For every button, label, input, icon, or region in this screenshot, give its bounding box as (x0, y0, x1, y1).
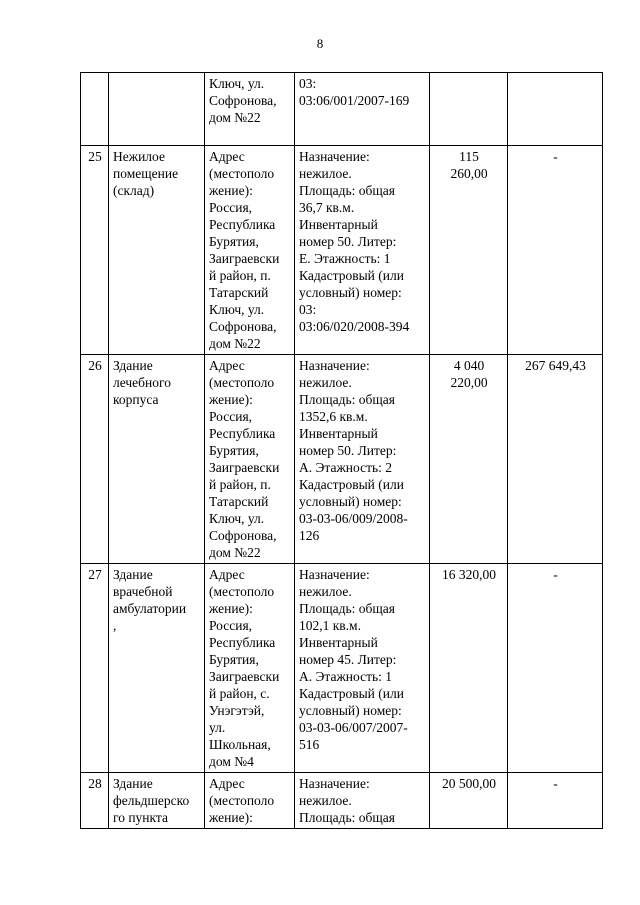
cell-row-number: 26 (81, 355, 109, 564)
cell-row-number: 25 (81, 146, 109, 355)
cell-object-name: Здание фельдшерско го пункта (109, 773, 205, 829)
cell-extra-value: - (508, 564, 603, 773)
cell-address: Адрес (местополо жение): (205, 773, 295, 829)
cell-object-name: Здание лечебного корпуса (109, 355, 205, 564)
cell-description: Назначение: нежилое. Площадь: общая (295, 773, 430, 829)
cell-description: Назначение: нежилое. Площадь: общая 102,1 кв.м. Инвентарный номер 45. Литер: А. Этажность: 1 Кадастровый (или условный) номер: 03-03-06/007/2007- 516 (295, 564, 430, 773)
cell-row-number: 27 (81, 564, 109, 773)
cell-address: Ключ, ул. Софронова, дом №22 (205, 73, 295, 146)
table-row (81, 564, 603, 773)
cell-description: 03: 03:06/001/2007-169 (295, 73, 430, 146)
cell-description: Назначение: нежилое. Площадь: общая 36,7 кв.м. Инвентарный номер 50. Литер: Е. Этажность: 1 Кадастровый (или условный) номер: 03: 03:06/020/2008-394 (295, 146, 430, 355)
cell-address: Адрес (местополо жение): Россия, Республика Бурятия, Заиграевски й район, с. Унэгэтэй, ул. Школьная, дом №4 (205, 564, 295, 773)
cell-value: 4 040 220,00 (430, 355, 508, 564)
cell-extra-value (508, 73, 603, 146)
cell-extra-value: - (508, 146, 603, 355)
table-row (81, 773, 603, 829)
cell-description: Назначение: нежилое. Площадь: общая 1352,6 кв.м. Инвентарный номер 50. Литер: А. Этажность: 2 Кадастровый (или условный) номер: 03-03-06/009/2008- 126 (295, 355, 430, 564)
page-number: 8 (316, 36, 324, 51)
cell-address: Адрес (местополо жение): Россия, Республика Бурятия, Заиграевски й район, п. Татарский Ключ, ул. Софронова, дом №22 (205, 355, 295, 564)
cell-value: 115 260,00 (430, 146, 508, 355)
cell-row-number (81, 73, 109, 146)
property-registry-table (80, 72, 603, 829)
table-row-continuation (81, 73, 603, 146)
cell-object-name: Нежилое помещение (склад) (109, 146, 205, 355)
cell-value (430, 73, 508, 146)
table-row (81, 355, 603, 564)
cell-address: Адрес (местополо жение): Россия, Республика Бурятия, Заиграевски й район, п. Татарский Ключ, ул. Софронова, дом №22 (205, 146, 295, 355)
cell-value: 16 320,00 (430, 564, 508, 773)
cell-row-number: 28 (81, 773, 109, 829)
cell-object-name (109, 73, 205, 146)
table-row (81, 146, 603, 355)
cell-value: 20 500,00 (430, 773, 508, 829)
cell-extra-value: - (508, 773, 603, 829)
cell-extra-value: 267 649,43 (508, 355, 603, 564)
cell-object-name: Здание врачебной амбулатории , (109, 564, 205, 773)
